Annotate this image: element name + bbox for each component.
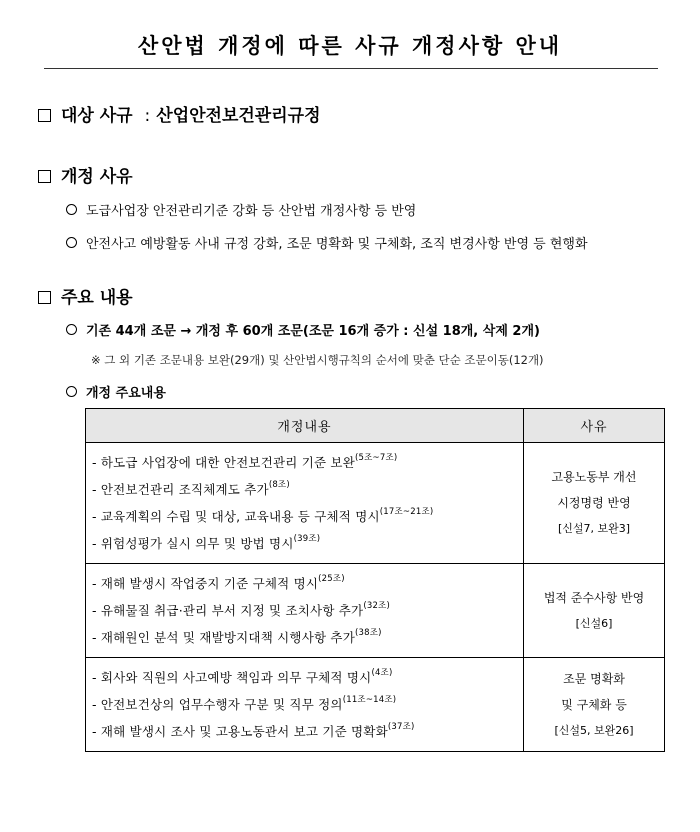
reason-line: 법적 준수사항 반영 xyxy=(543,590,645,605)
reason-cell xyxy=(524,564,665,658)
note-line: ※ 그 외 기존 조문내용 보완(29개) 및 산안법시행규칙의 순서에 맞춘 단순 조문이동(12개) xyxy=(91,353,544,367)
table-row xyxy=(86,658,665,752)
target-value: 산업안전보건관리규정 xyxy=(156,106,321,126)
circle-bullet-icon xyxy=(66,386,77,397)
change-item: - 안전보건상의 업무수행자 구분 및 직무 정의$^{(11조\sim 14조)}$ xyxy=(92,695,397,712)
change-item: - 교육계획의 수립 및 대상, 교육내용 등 구체적 명시$^{(17조\sim 21조)}$ xyxy=(92,507,434,524)
page-title: 산안법 개정에 따른 사규 개정사항 안내 xyxy=(137,34,563,58)
change-item: - 재해 발생시 작업중지 기준 구체적 명시$^{(25조)}$ xyxy=(92,574,345,591)
reason-line: 및 구체화 등 xyxy=(561,697,627,712)
change-item: - 안전보건관리 조직체계도 추가$^{(8조)}$ xyxy=(92,480,290,497)
reason-item-text: 도급사업장 안전관리기준 강화 등 산안법 개정사항 등 반영 xyxy=(86,204,417,219)
header-reason: 사유 xyxy=(524,409,665,443)
reason-cell xyxy=(524,443,665,564)
table-row xyxy=(86,443,665,564)
change-item: - 하도급 사업장에 대한 안전보건관리 기준 보완$^{(5조\sim 7조)}$ xyxy=(92,453,398,470)
change-item: - 위험성평가 실시 의무 및 방법 명시$^{(39조)}$ xyxy=(92,534,321,551)
reason-item xyxy=(66,233,588,252)
reason-count: [신설6] xyxy=(575,616,613,630)
square-bullet-icon xyxy=(38,170,51,183)
main-heading xyxy=(38,283,133,308)
sub-heading xyxy=(66,382,166,401)
reason-line: 고용노동부 개선 xyxy=(551,470,637,484)
circle-bullet-icon xyxy=(66,237,77,248)
square-bullet-icon xyxy=(38,291,51,304)
target-label: 대상 사규 xyxy=(61,106,133,126)
content-cell xyxy=(86,564,524,658)
reason-line: 조문 명확화 xyxy=(563,671,625,686)
reason-heading-text: 개정 사유 xyxy=(61,167,133,187)
reason-count: [신설7, 보완3] xyxy=(557,522,631,535)
circle-bullet-icon xyxy=(66,204,77,215)
target-section xyxy=(38,101,321,126)
reason-heading xyxy=(38,162,133,187)
target-separator: : xyxy=(144,106,151,126)
reason-cell xyxy=(524,658,665,752)
changes-table xyxy=(85,408,665,752)
content-cell xyxy=(86,443,524,564)
circle-bullet-icon xyxy=(66,324,77,335)
change-item: - 회사와 직원의 사고예방 책임과 의무 구체적 명시$^{(4조)}$ xyxy=(92,668,393,685)
summary-text: 기존 44개 조문 → 개정 후 60개 조문(조문 16개 증가 : 신설 18개, 삭제 2개) xyxy=(86,324,540,339)
header-content: 개정내용 xyxy=(86,409,524,443)
reason-count: [신설5, 보완26] xyxy=(554,723,634,737)
change-item: - 재해원인 분석 및 재발방지대책 시행사항 추가$^{(38조)}$ xyxy=(92,628,382,645)
main-heading-text: 주요 내용 xyxy=(61,288,133,308)
title-divider xyxy=(44,68,658,69)
reason-item-text: 안전사고 예방활동 사내 규정 강화, 조문 명확화 및 구체화, 조직 변경사항 반영 등 현행화 xyxy=(86,237,588,252)
sub-heading-text: 개정 주요내용 xyxy=(86,386,166,401)
change-item: - 재해 발생시 조사 및 고용노동관서 보고 기준 명확화$^{(37조)}$ xyxy=(92,722,415,739)
table-row xyxy=(86,564,665,658)
reason-item xyxy=(66,200,416,219)
reason-line: 시정명령 반영 xyxy=(557,496,631,510)
change-item: - 유해물질 취급·관리 부서 지정 및 조치사항 추가$^{(32조)}$ xyxy=(92,601,390,618)
summary-line xyxy=(66,320,540,339)
square-bullet-icon xyxy=(38,109,51,122)
content-cell xyxy=(86,658,524,752)
